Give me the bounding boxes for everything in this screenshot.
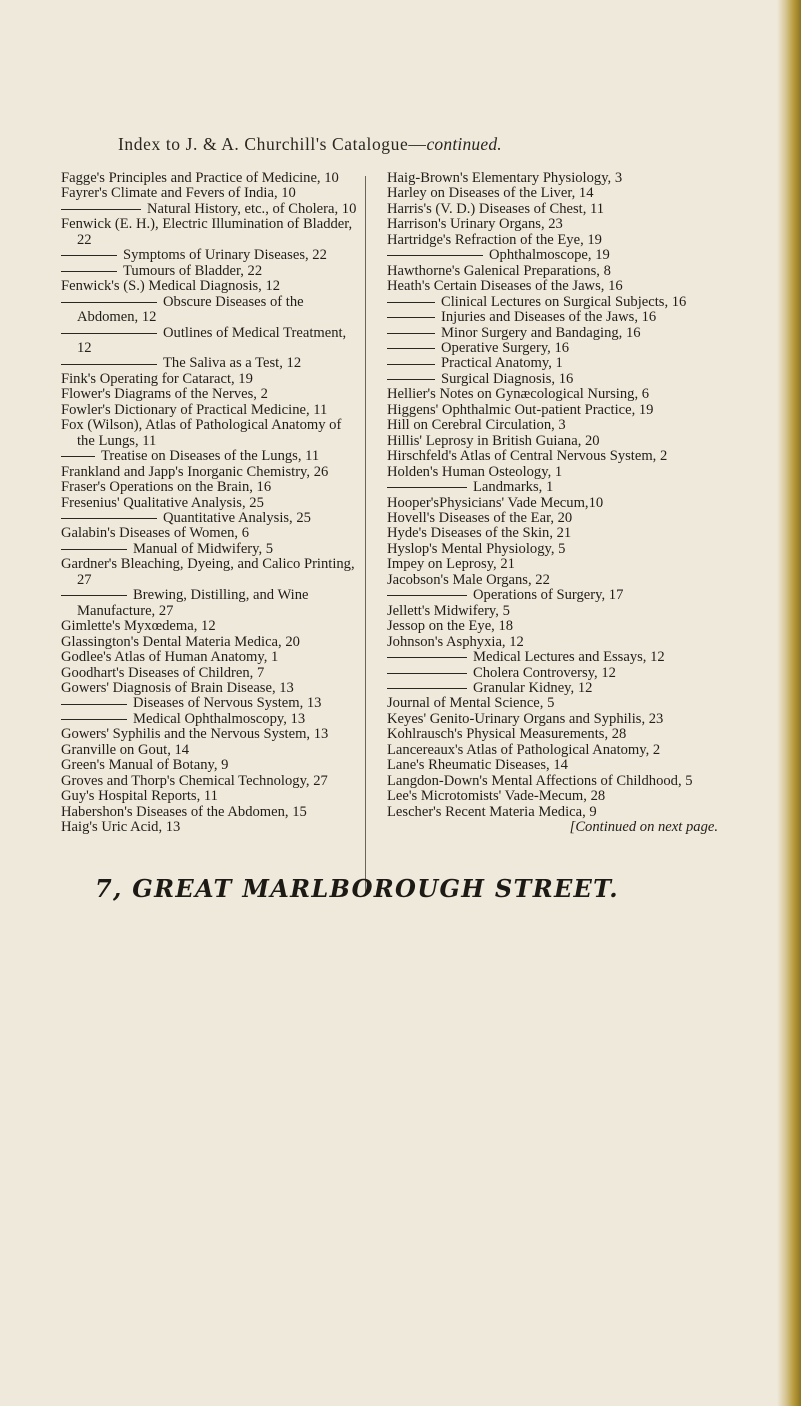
index-entry [61, 295, 357, 326]
column-divider [365, 176, 366, 896]
index-entry [61, 774, 357, 789]
index-entry [387, 619, 720, 634]
index-entry [387, 681, 720, 696]
index-entry [61, 696, 357, 711]
index-entry [61, 326, 357, 357]
index-entry-text: Obscure Diseases of the Abdomen, 12 [77, 293, 304, 326]
ditto-rule [61, 255, 117, 256]
ditto-rule [387, 255, 483, 256]
index-entry-text: Hawthorne's Galenical Preparations, 8 [387, 262, 611, 279]
index-entry [387, 279, 720, 294]
index-entry-text: Lee's Microtomists' Vade-Mecum, 28 [387, 788, 606, 805]
index-entry-text: Medical Lectures and Essays, 12 [473, 649, 665, 666]
index-entry-text: Journal of Mental Science, 5 [387, 695, 555, 712]
index-entry-text: Symptoms of Urinary Diseases, 22 [123, 247, 327, 264]
index-entry [61, 496, 357, 511]
index-entry [387, 202, 720, 217]
index-entry-text: Lane's Rheumatic Diseases, 14 [387, 757, 568, 774]
index-entry [387, 217, 720, 232]
index-entry [61, 526, 357, 541]
index-entry-text: Jacobson's Male Organs, 22 [387, 571, 550, 588]
index-entry-text: Impey on Leprosy, 21 [387, 556, 515, 573]
index-entry [387, 480, 720, 495]
index-entry [387, 650, 720, 665]
index-entry [387, 542, 720, 557]
index-entry-text: Lescher's Recent Materia Medica, 9 [387, 803, 597, 820]
index-entry-text: Langdon-Down's Mental Affections of Childhood, 5 [387, 772, 693, 789]
index-entry-text: Surgical Diagnosis, 16 [441, 370, 574, 387]
index-entry [61, 356, 357, 371]
index-entry [61, 202, 357, 217]
index-entry-text: Hillis' Leprosy in British Guiana, 20 [387, 432, 600, 449]
index-entry [387, 526, 720, 541]
index-entry-text: Johnson's Asphyxia, 12 [387, 633, 524, 650]
index-entry-text: Operations of Surgery, 17 [473, 587, 624, 604]
index-entry-text: Quantitative Analysis, 25 [163, 509, 311, 526]
index-entry-text: Operative Surgery, 16 [441, 339, 570, 356]
index-entry-text: Harris's (V. D.) Diseases of Chest, 11 [387, 200, 605, 217]
index-entry-text: Fenwick (E. H.), Electric Illumination of Bladder, 22 [61, 216, 353, 248]
index-entry-text: Jessop on the Eye, 18 [387, 618, 514, 635]
index-entry-text: Jellett's Midwifery, 5 [387, 602, 510, 619]
index-entry [387, 233, 720, 248]
index-entry [387, 264, 720, 279]
index-entry-text: Brewing, Distilling, and Wine Manufacture, 27 [77, 587, 309, 619]
index-entry-text: Hyde's Diseases of the Skin, 21 [387, 525, 572, 542]
ditto-rule [61, 364, 157, 365]
index-entry [61, 712, 357, 727]
ditto-rule [61, 719, 127, 720]
index-entry-text: Holden's Human Osteology, 1 [387, 463, 563, 480]
index-entry-text: Fayrer's Climate and Fevers of India, 10 [61, 185, 296, 202]
index-entry [387, 403, 720, 418]
index-entry [387, 387, 720, 402]
index-entry-text: Flower's Diagrams of the Nerves, 2 [61, 386, 268, 403]
index-entry [387, 805, 720, 820]
index-entry-text: Harley on Diseases of the Liver, 14 [387, 185, 594, 202]
index-entry-text: Glassington's Dental Materia Medica, 20 [61, 633, 300, 650]
ditto-rule [61, 209, 141, 210]
index-entry [61, 619, 357, 634]
ditto-rule [61, 302, 157, 303]
index-entry [61, 465, 357, 480]
index-entry [387, 604, 720, 619]
index-entry [387, 341, 720, 356]
index-entry-text: Outlines of Medical Treatment, 12 [77, 324, 347, 356]
index-entry [61, 805, 357, 820]
index-entry-text: Fox (Wilson), Atlas of Pathological Anatomy of the Lungs, 11 [61, 417, 342, 449]
index-entry [61, 279, 357, 294]
index-entry [387, 171, 720, 186]
page-edge [777, 0, 801, 1406]
ditto-rule [387, 348, 435, 349]
index-entry-text: Landmarks, 1 [473, 479, 554, 496]
continued-note: [Continued on next page. [569, 819, 718, 836]
index-entry [387, 186, 720, 201]
index-entry-text: Higgens' Ophthalmic Out-patient Practice, 19 [387, 401, 654, 418]
index-entry [387, 635, 720, 650]
index-entry [387, 789, 720, 804]
index-entry-text: Minor Surgery and Bandaging, 16 [441, 324, 641, 341]
index-entry-text: Groves and Thorp's Chemical Technology, 27 [61, 772, 328, 789]
index-entry-text: Hill on Cerebral Circulation, 3 [387, 417, 566, 434]
ditto-rule [387, 487, 467, 488]
index-entry [61, 557, 357, 588]
index-entry [61, 635, 357, 650]
index-entry-text: Gowers' Diagnosis of Brain Disease, 13 [61, 679, 294, 696]
index-entry-text: Guy's Hospital Reports, 11 [61, 788, 218, 805]
index-entry [61, 372, 357, 387]
index-entry [61, 403, 357, 418]
index-entry-text: Kohlrausch's Physical Measurements, 28 [387, 726, 627, 743]
index-entry [387, 666, 720, 681]
ditto-rule [387, 302, 435, 303]
index-entry-text: Treatise on Diseases of the Lungs, 11 [101, 448, 320, 465]
index-entry-text: Hovell's Diseases of the Ear, 20 [387, 509, 573, 526]
index-entry [387, 712, 720, 727]
index-entry [61, 449, 357, 464]
index-entry [61, 217, 357, 248]
index-entry-text: Godlee's Atlas of Human Anatomy, 1 [61, 649, 279, 666]
index-entry-text: Clinical Lectures on Surgical Subjects, 16 [441, 293, 687, 310]
index-entry-text: Cholera Controversy, 12 [473, 664, 616, 681]
index-entry-text: Fraser's Operations on the Brain, 16 [61, 479, 272, 496]
index-entry [61, 666, 357, 681]
ditto-rule [61, 333, 157, 334]
index-entry [61, 681, 357, 696]
index-entry-text: Fagge's Principles and Practice of Medicine, 10 [61, 170, 339, 186]
ditto-rule [387, 333, 435, 334]
index-entry-text: Tumours of Bladder, 22 [123, 262, 263, 279]
ditto-rule [387, 317, 435, 318]
index-entry-text: Medical Ophthalmoscopy, 13 [133, 710, 306, 727]
index-entry [387, 465, 720, 480]
index-entry [61, 186, 357, 201]
index-entry-text: Hellier's Notes on Gynæcological Nursing, 6 [387, 386, 650, 403]
index-entry [387, 758, 720, 773]
index-entry [61, 387, 357, 402]
ditto-rule [61, 704, 127, 705]
index-entry [387, 774, 720, 789]
index-entry-text: Fink's Operating for Cataract, 19 [61, 370, 253, 387]
index-entry [387, 310, 720, 325]
right-column [387, 171, 720, 835]
index-entry [61, 264, 357, 279]
index-entry [61, 542, 357, 557]
ditto-rule [61, 595, 127, 596]
index-entry [387, 557, 720, 572]
index-entry-text: Habershon's Diseases of the Abdomen, 15 [61, 803, 307, 820]
index-entry-text: Heath's Certain Diseases of the Jaws, 16 [387, 278, 623, 295]
index-entry-text: Fowler's Dictionary of Practical Medicine, 11 [61, 401, 328, 418]
header-title: Index to J. & A. Churchill's Catalogue— [118, 134, 427, 154]
ditto-rule [61, 456, 95, 457]
index-entry [387, 248, 720, 263]
index-entry-text: Frankland and Japp's Inorganic Chemistry, 26 [61, 463, 329, 480]
index-entry [61, 789, 357, 804]
index-entry [387, 743, 720, 758]
index-entry-text: Diseases of Nervous System, 13 [133, 695, 322, 712]
index-entry [61, 743, 357, 758]
index-entry-text: Fenwick's (S.) Medical Diagnosis, 12 [61, 278, 281, 295]
ditto-rule [387, 657, 467, 658]
index-entry [387, 449, 720, 464]
index-entry-text: Haig's Uric Acid, 13 [61, 819, 181, 836]
index-entry-text: Manual of Midwifery, 5 [133, 540, 274, 557]
index-entry-text: Granular Kidney, 12 [473, 679, 593, 696]
ditto-rule [387, 379, 435, 380]
index-entry-text: Keyes' Genito-Urinary Organs and Syphilis, 23 [387, 710, 664, 727]
index-entry [61, 588, 357, 619]
index-entry [61, 171, 357, 186]
index-entry [387, 326, 720, 341]
index-entry-text: Gowers' Syphilis and the Nervous System, 13 [61, 726, 329, 743]
index-entry [61, 418, 357, 449]
ditto-rule [61, 271, 117, 272]
index-entry-text: Natural History, etc., of Cholera, 10 [147, 200, 357, 217]
index-entry-text: Injuries and Diseases of the Jaws, 16 [441, 309, 657, 326]
index-entry [387, 356, 720, 371]
index-entry-text: Hartridge's Refraction of the Eye, 19 [387, 231, 602, 248]
page-footer: 7, GREAT MARLBOROUGH STREET. [95, 874, 619, 903]
index-entry [387, 372, 720, 387]
ditto-rule [387, 595, 467, 596]
index-entry [387, 588, 720, 603]
index-entry [387, 295, 720, 310]
index-entry [387, 696, 720, 711]
index-entry-text: Gimlette's Myxœdema, 12 [61, 618, 216, 635]
ditto-rule [387, 364, 435, 365]
ditto-rule [387, 673, 467, 674]
index-entry-text: Hirschfeld's Atlas of Central Nervous System, 2 [387, 448, 668, 465]
index-entry [387, 573, 720, 588]
index-entry [387, 496, 720, 511]
index-entry-text: Galabin's Diseases of Women, 6 [61, 525, 250, 542]
ditto-rule [61, 549, 127, 550]
index-entry [387, 434, 720, 449]
header-continued: continued. [426, 134, 502, 154]
index-entry-text: Ophthalmoscope, 19 [489, 247, 610, 264]
index-entry [387, 727, 720, 742]
index-entry-text: Hyslop's Mental Physiology, 5 [387, 540, 566, 557]
index-entry-text: Fresenius' Qualitative Analysis, 25 [61, 494, 264, 511]
ditto-rule [387, 688, 467, 689]
index-entry [61, 248, 357, 263]
index-entry-text: The Saliva as a Test, 12 [163, 355, 302, 372]
index-entry-text: Green's Manual of Botany, 9 [61, 757, 229, 774]
index-entry-text: Goodhart's Diseases of Children, 7 [61, 664, 265, 681]
index-entry [387, 511, 720, 526]
page-header [118, 134, 678, 155]
index-entry-text: Granville on Gout, 14 [61, 741, 190, 758]
index-entry [61, 650, 357, 665]
index-entry [61, 820, 357, 835]
index-entry [61, 727, 357, 742]
index-entry-text: Gardner's Bleaching, Dyeing, and Calico Printing, 27 [61, 556, 355, 588]
left-column [61, 171, 357, 835]
index-entry [61, 758, 357, 773]
index-entry [387, 418, 720, 433]
index-entry-text: Haig-Brown's Elementary Physiology, 3 [387, 170, 623, 186]
index-entry-text: Harrison's Urinary Organs, 23 [387, 216, 563, 233]
index-entry-text: Practical Anatomy, 1 [441, 355, 563, 372]
ditto-rule [61, 518, 157, 519]
index-entry [61, 511, 357, 526]
index-entry-text: Hooper'sPhysicians' Vade Mecum,10 [387, 494, 604, 511]
index-entry-text: Lancereaux's Atlas of Pathological Anatomy, 2 [387, 741, 661, 758]
index-entry [61, 480, 357, 495]
